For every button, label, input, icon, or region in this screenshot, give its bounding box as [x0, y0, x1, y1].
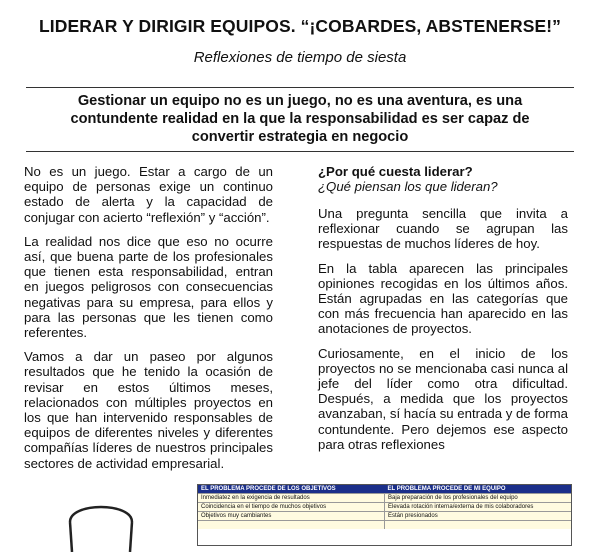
table-cell: Inmediatez en la exigencia de resultados: [198, 494, 385, 502]
table-row: [198, 493, 571, 502]
table-row: [198, 511, 571, 520]
left-paragraph-1: No es un juego. Estar a cargo de un equipo de personas exige un continuo estado de alerta y la capacidad de conjugar con acierto “reflexión” y “acción”.: [24, 164, 273, 225]
table-row: [198, 520, 571, 529]
table-cell: [385, 521, 571, 529]
left-column: [24, 164, 273, 480]
lead-box: [26, 87, 574, 152]
right-paragraph-1: Una pregunta sencilla que invita a reflexionar cuando se agrupan las respuestas de muchos líderes de hoy.: [318, 206, 568, 252]
right-paragraph-2: En la tabla aparecen las principales opiniones recogidas en los últimos años. Están agrupadas en las categorías que con más frecuencia han aparecido en las anotaciones de proyectos.: [318, 260, 568, 337]
table-cell: Coincidencia en el tiempo de muchos objetivos: [198, 503, 385, 511]
table-header-objectives: EL PROBLEMA PROCEDE DE LOS OBJETIVOS: [201, 486, 336, 492]
person-figure-illustration: [62, 492, 140, 552]
opinions-table: [197, 484, 572, 546]
table-cell: [198, 521, 385, 529]
table-cell: Elevada rotación interna/externa de mis colaboradores: [385, 503, 571, 511]
page-title: LIDERAR Y DIRIGIR EQUIPOS. “¡COBARDES, ABSTENERSE!”: [38, 16, 562, 36]
table-row: [198, 502, 571, 511]
table-header-team: EL PROBLEMA PROCEDE DE MI EQUIPO: [387, 486, 506, 492]
table-cell: Baja preparación de los profesionales del equipo: [385, 494, 571, 502]
lead-text: Gestionar un equipo no es un juego, no es una aventura, es una contundente realidad en la que la responsabilidad es ser capaz de convertir estrategia en negocio: [70, 93, 530, 145]
left-paragraph-3: Vamos a dar un paseo por algunos resultados que he tenido la ocasión de revisar en estos últimos meses, relacionados con múltiples proyectos en los que han intervenido responsables de equipos de diferentes niveles y diferentes compañías líderes de nuestros principales sectores de actividad empresarial.: [24, 349, 273, 471]
page-subtitle: Reflexiones de tiempo de siesta: [193, 49, 407, 66]
table-header-row: [198, 485, 571, 493]
left-paragraph-2: La realidad nos dice que eso no ocurre así, que buena parte de los profesionales que tienen esta responsabilidad, entran en juegos peligrosos con consecuencias negativas para su empresa, para ellos y para las personas que les tienen como referentes.: [24, 233, 273, 341]
question-subheading: ¿Qué piensan los que lideran?: [318, 179, 498, 194]
right-paragraph-3: Curiosamente, en el inicio de los proyectos no se mencionaba casi nunca al jefe del líder como otra dificultad. Después, a medida que los proyectos avanzaban, sí hacía su entrada y de forma contundente. Pero dejemos ese aspecto para otras reflexiones: [318, 345, 568, 452]
question-heading: ¿Por qué cuesta liderar?: [318, 164, 473, 179]
table-cell: Objetivos muy cambiantes: [198, 512, 385, 520]
right-column: [318, 164, 568, 461]
table-cell: Están presionados: [385, 512, 571, 520]
